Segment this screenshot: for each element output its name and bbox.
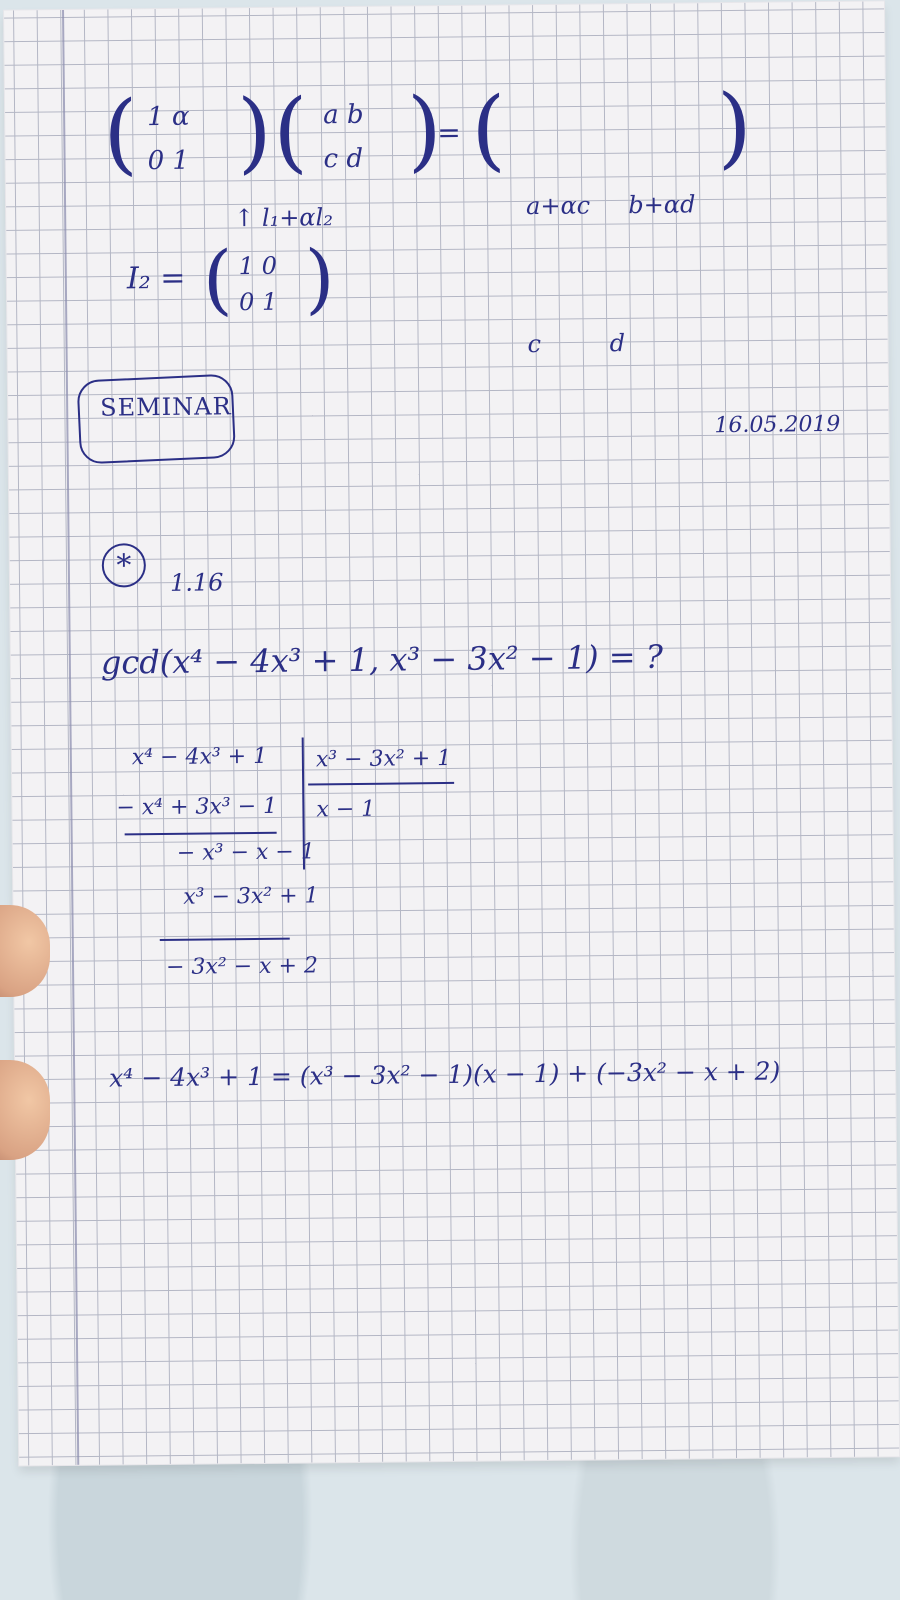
matrix-left-row2: 0 1 [147,145,190,177]
step1-rule [125,832,277,836]
matrix-right [525,89,698,459]
matrix-mid-row2: c d [323,143,364,175]
divisor-underline [308,782,454,786]
paren-close-id: ) [304,233,335,323]
matrix-left-row1: 1 α [146,101,190,133]
paren-close-2: ) [406,78,443,182]
row-operation: ↑ l₁+αl₂ [234,203,334,233]
paren-open-id: ( [202,234,233,324]
final-equation: x⁴ − 4x³ + 1 = (x³ − 3x² − 1)(x − 1) + (−3x² − x + 2) [109,1056,781,1093]
subtract-step1: − x⁴ + 3x³ − 1 [116,793,278,821]
paren-open-2: ( [272,79,309,183]
paren-open-3: ( [470,77,507,181]
matrix-right-row2: c d [527,329,626,359]
subtract-step2: x³ − 3x² + 1 [183,883,319,910]
identity-matrix [239,248,278,320]
matrix-left [147,95,190,183]
divisor: x³ − 3x² + 1 [315,745,452,773]
notebook-page [4,1,899,1465]
star-circle [102,543,146,587]
paren-close-3: ) [716,74,753,179]
dividend: x⁴ − 4x³ + 1 [131,743,268,771]
paren-open-1: ( [102,81,139,185]
equals-sign: = [437,115,461,150]
star-icon: * [116,547,132,583]
quotient: x − 1 [316,796,376,823]
identity-row1: 1 0 [238,251,278,281]
matrix-mid [323,93,364,181]
gcd-question: gcd(x⁴ − 4x³ + 1, x³ − 3x² − 1) = ? [100,637,664,682]
matrix-mid-row1: a b [322,99,364,131]
identity-label: I₂ = [126,260,186,297]
exercise-number: 1.16 [169,568,224,597]
matrix-right-row1: a+αc b+αd [525,190,696,221]
seminar-label: SEMINAR [100,392,232,422]
margin-line [62,10,79,1465]
paren-close-1: ) [236,79,273,184]
identity-row2: 0 1 [238,287,278,317]
remainder1: − x³ − x − 1 [176,839,315,866]
remainder2: − 3x² − x + 2 [165,953,319,980]
date: 16.05.2019 [714,411,841,439]
step2-rule [160,938,290,941]
